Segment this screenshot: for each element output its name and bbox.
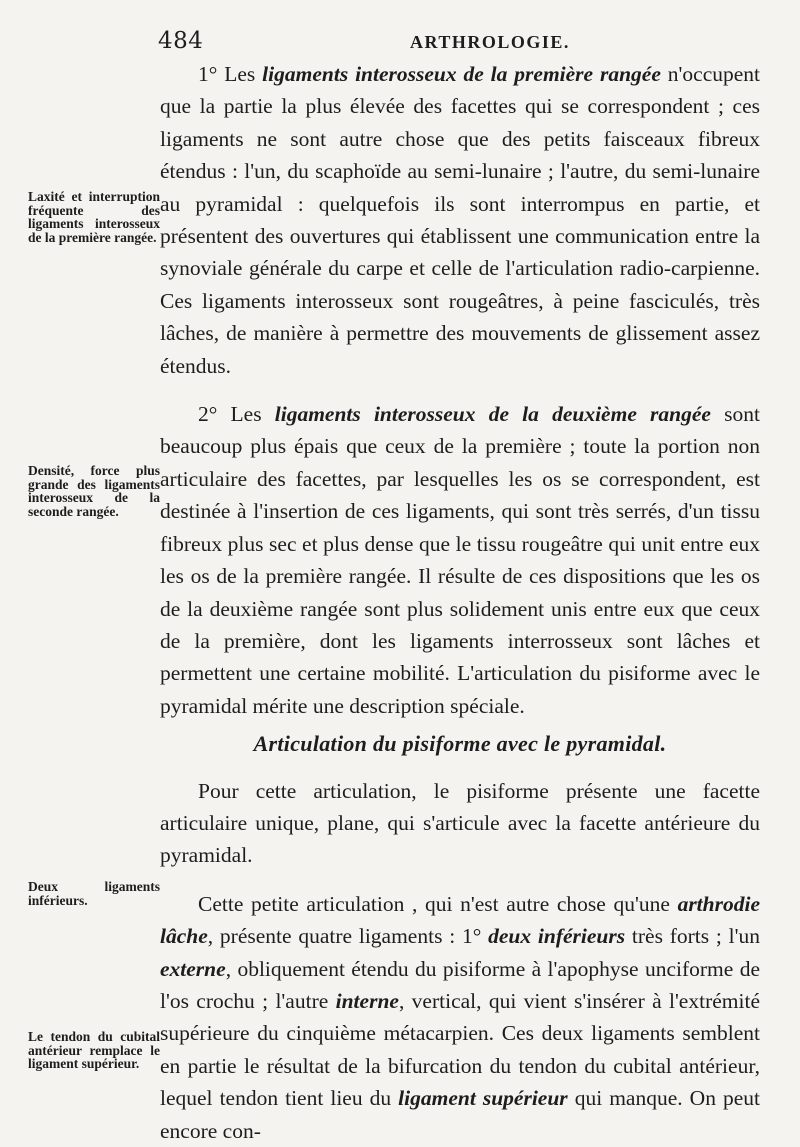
para4-part-b: , présente quatre ligaments : 1° [207,924,489,949]
para4-emphasis-interne: interne [335,988,399,1013]
para4-part-d: , obliquement étendu du pisiforme à l'apophyse unciforme de l'os crochu ; l'autre [160,956,760,1013]
main-text-column [160,58,760,1147]
para4-emphasis-arthrodie: arthrodie lâche [160,891,760,949]
para4-emphasis-ligament-superieur: ligament supérieur [398,1086,568,1111]
margin-note-laxite: Laxité et interruption fréquente des ligaments interosseux de la première rangée. [28,189,160,245]
para4-part-c: très forts ; l'un [625,924,761,949]
paragraph-deuxieme-rangee [160,398,760,722]
paragraph-pisiforme-facette [160,775,760,872]
margin-note-tendon-cubital: Le tendon du cubital antérieur remplace le ligament supérieur. [28,1029,160,1071]
para1-emphasis: ligaments interosseux de la première rangée [262,62,661,86]
para4-part-e: , vertical, qui vient s'insérer à l'extrémité supérieure du cinquième métacarpien. Ces deux ligaments semblent en partie le résultat de la bifurcation du tendon du cubital antérieur, lequel tendon tient lieu du [160,988,760,1111]
para2-emphasis: ligaments interosseux de la deuxième rangée [274,402,711,427]
section-title: Articulation du pisiforme avec le pyramidal. [253,731,667,757]
para2-lead: 2° Les [198,402,275,427]
margin-note-densite: Densité, force plus grande des ligaments interosseux de la seconde rangée. [28,463,160,519]
para1-lead: 1° Les [198,62,263,86]
paragraph-petite-articulation [160,888,760,1147]
para4-part-a: Cette petite articulation , qui n'est autre chose qu'une [198,891,678,916]
para4-emphasis-deux-inferieurs: deux inférieurs [488,924,626,949]
paragraph-gap [160,382,760,398]
page-number: 484 [158,28,204,54]
paragraph-gap [160,872,760,888]
page-header [0,28,800,58]
para3-text: Pour cette articulation, le pisiforme présente une facette articulaire unique, plane, qui s'articule avec la facette antérieure du pyramidal. [160,778,760,868]
para2-text: sont beaucoup plus épais que ceux de la première ; toute la portion non articulaire des facettes, par lesquelles les os se correspondent, est destinée à l'insertion de ces ligaments, qui sont très serrés, d'un tissu fibreux plus sec et plus dense que le tissu rougeâtre qui unit entre eux les os de la première rangée. Il résulte de ces dispositions que les os de la deuxième rangée sont plus solidement unis entre eux que ceux de la première, dont les ligaments interrosseux sont lâches et permettent une certaine mobilité. L'articulation du pisiforme avec le pyramidal mérite une description spéciale. [160,402,760,718]
para4-emphasis-externe: externe [160,956,226,981]
para1-text: n'occupent que la partie la plus élevée des facettes qui se correspondent ; ces ligaments ne sont autre chose que des petits faisceaux fibreux étendus : l'un, du scaphoïde au semi-lunaire ; l'autre, du semi-lunaire au pyramidal : quelquefois ils sont interrompus en partie, et présentent des ouvertures qui établissent une communication entre la synoviale générale du carpe et celle de l'articulation radio-carpienne. Ces ligaments interosseux sont rougeâtres, à peine fasciculés, très lâches, de manière à permettre des mouvements de glissement assez étendus. [160,62,761,378]
running-title: ARTHROLOGIE. [410,32,570,52]
margin-note-deux-ligaments: Deux ligaments inférieurs. [28,879,160,908]
paragraph-premiere-rangee [160,58,760,382]
para4-part-f: qui manque. On peut encore con- [160,1086,760,1143]
